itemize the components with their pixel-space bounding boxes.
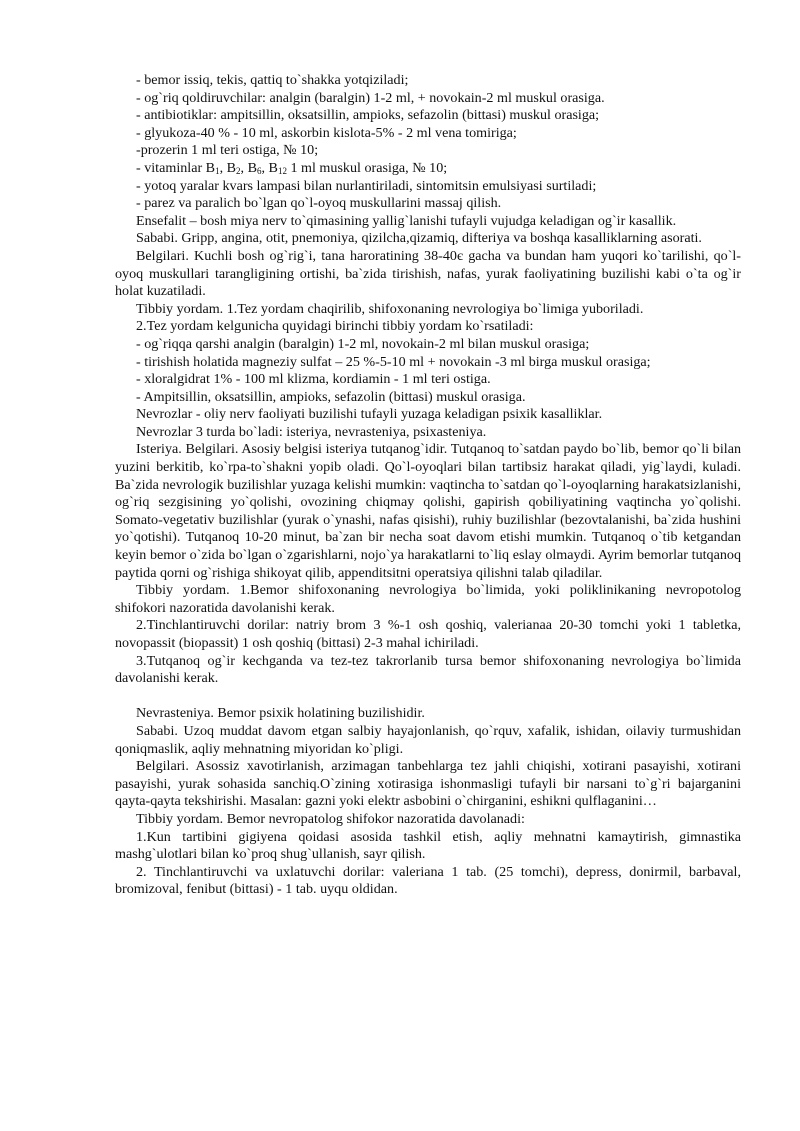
- vitamins-separator: , B: [261, 159, 278, 176]
- vitamin-subscript: 1: [215, 165, 220, 176]
- paragraph: Ensefalit – bosh miya nerv to`qimasining yallig`lanishi tufayli vujudga keladigan og`ir kasallik.: [136, 212, 677, 229]
- paragraph: Tibbiy yordam. Bemor nevropatolog shifokor nazoratida davolanadi:: [136, 810, 525, 827]
- paragraph: - og`riq qoldiruvchilar: analgin (baralgin) 1-2 ml, + novokain-2 ml muskul orasiga.: [136, 89, 605, 106]
- paragraph: Tibbiy yordam. 1.Tez yordam chaqirilib, shifoxonaning nevrologiya bo`limiga yuboriladi.: [136, 300, 644, 317]
- paragraph: Isteriya. Belgilari. Asosiy belgisi isteriya tutqanog`idir. Tutqanoq to`satdan paydo bo`lib, bemor qo`li bilan yuzini berkitib, ko`rpa-to`shakni yopib oladi. Qo`l-oyoqlari bilan tartibsiz harakat qiladi, yig`laydi, kuladi. Ba`zida nevrologik buzilishlar yuzaga kelishi mumkin: vaqtincha to`satdan qo`l-oyoqlarning harakatsizlanishi, og`riq sezgisining yo`qolishi, ovozining chiqmay qolishi, gapirish qobiliyatining vaqtincha yo`qolishi. Somato-vegetativ buzilishlar (yurak o`ynashi, nafas qisishi), ruhiy buzilishlar (bezovtalanishi, ba`zida hushini yo`qotishi). Tutqanoq 10-20 minut, ba`zan bir necha soat davom etishi mumkin. Tutqanoq o`tib ketgandan keyin bemor o`zida bo`lgan o`zgarishlarni, nojo`ya harakatlarni to`liq eslay olmaydi. Ayrim bemorlar tutqanoq paytida qorni og`rishiga shikoyat qilib, appenditsitni operatsiya qilishni talab qiladilar.: [115, 441, 741, 581]
- vitamins-paragraph: [115, 160, 741, 178]
- paragraph: - og`riqqa qarshi analgin (baralgin) 1-2 ml, novokain-2 ml bilan muskul orasiga;: [136, 335, 590, 352]
- paragraph: - parez va paralich bo`lgan qo`l-oyoq muskullarini massaj qilish.: [136, 195, 502, 212]
- vitamins-separator: , B: [219, 159, 237, 176]
- vitamins-suffix: 1 ml muskul orasiga, № 10;: [286, 159, 448, 176]
- paragraph: - bemor issiq, tekis, qattiq to`shakka yotqiziladi;: [136, 72, 409, 88]
- paragraph: Nevrozlar 3 turda bo`ladi: isteriya, nevrasteniya, psixasteniya.: [136, 423, 487, 440]
- paragraph: 2.Tinchlantiruvchi dorilar: natriy brom 3 %-1 osh qoshiq, valerianaa 20-30 tomchi yoki 1 tabletka, novopassit (biopassit) 1 osh qoshiq (bittasi) 2-3 mahal ichiriladi.: [115, 617, 741, 651]
- paragraph: 3.Tutqanoq og`ir kechganda va tez-tez takrorlanib tursa bemor shifoxonaning nevrologiya bo`limida davolanishi kerak.: [115, 652, 741, 687]
- paragraph: -prozerin 1 ml teri ostiga, № 10;: [136, 142, 319, 159]
- document-page: [115, 72, 741, 899]
- paragraph: Belgilari. Asossiz xavotirlanish, arzimagan tanbehlarga tez jahli chiqishi, xotirani pasayishi, xotirani pasayishi, yurak sohasida sanchiq.O`zining xotirasiga ishonmasligi tufayli bir narsani to`g`ri bajarganini qayta-qayta tekshirishi. Masalan: gazni yoki elektr asbobini o`chirganini, eshikni qulflaganini…: [115, 758, 741, 810]
- paragraph: Sababi. Uzoq muddat davom etgan salbiy hayajonlanish, qo`rquv, xafalik, ishidan, oilaviy turmushidan qoniqmaslik, aqliy mehnatning miyoridan ko`pligi.: [115, 722, 741, 757]
- vitamins-prefix: - vitaminlar B: [136, 159, 216, 176]
- paragraph: - antibiotiklar: ampitsillin, oksatsillin, ampioks, sefazolin (bittasi) muskul orasiga;: [136, 107, 600, 124]
- paragraph: - tirishish holatida magneziy sulfat – 25 %-5-10 ml + novokain -3 ml birga muskul orasiga;: [136, 353, 651, 370]
- vitamin-subscript: 6: [256, 165, 262, 176]
- paragraph: Sababi. Gripp, angina, otit, pnemoniya, qizilcha,qizamiq, difteriya va boshqa kasalliklarning asorati.: [136, 230, 702, 247]
- vitamin-subscript: 12: [277, 165, 287, 176]
- paragraph: - yotoq yaralar kvars lampasi bilan nurlantiriladi, sintomitsin emulsiyasi surtiladi;: [136, 177, 597, 194]
- paragraph: - glyukoza-40 % - 10 ml, askorbin kislota-5% - 2 ml vena tomiriga;: [136, 124, 517, 141]
- paragraph: - Ampitsillin, oksatsillin, ampioks, sefazolin (bittasi) muskul orasiga.: [136, 388, 526, 405]
- paragraph: 2.Tez yordam kelgunicha quyidagi birinchi tibbiy yordam ko`rsatiladi:: [136, 318, 534, 335]
- vitamins-separator: , B: [240, 159, 257, 176]
- paragraph: 2. Tinchlantiruvchi va uxlatuvchi dorilar: valeriana 1 tab. (25 tomchi), depress, donirmil, barbaval, bromizoval, fenibut (bittasi) - 1 tab. uyqu oldidan.: [115, 863, 741, 898]
- blank-line: [115, 688, 741, 706]
- paragraph: Nevrozlar - oliy nerv faoliyati buzilishi tufayli yuzaga keladigan psixik kasalliklar.: [136, 406, 603, 423]
- paragraph: - xloralgidrat 1% - 100 ml klizma, kordiamin - 1 ml teri ostiga.: [136, 371, 491, 388]
- paragraph: 1.Kun tartibini gigiyena qoidasi asosida tashkil etish, aqliy mehnatni kamaytirish, gimnastika mashg`ulotlari bilan ko`proq shug`ullanish, sayr qilish.: [115, 828, 741, 863]
- paragraph: Belgilari. Kuchli bosh og`rig`i, tana haroratining 38-40є gacha va bundan ham yuqori ko`tarilishi, qo`l-oyoq muskullari tarangligining ortishi, ba`zida tirishish, nafas, yurak faoliyatining buzilishi kabi o`ta og`ir holat kuzatiladi.: [115, 247, 741, 300]
- paragraph: Tibbiy yordam. 1.Bemor shifoxonaning nevrologiya bo`limida, yoki poliklinikaning nevropotolog shifokori nazoratida davolanishi kerak.: [115, 582, 741, 616]
- paragraph: Nevrasteniya. Bemor psixik holatining buzilishidir.: [136, 705, 425, 722]
- vitamin-subscript: 2: [236, 165, 241, 176]
